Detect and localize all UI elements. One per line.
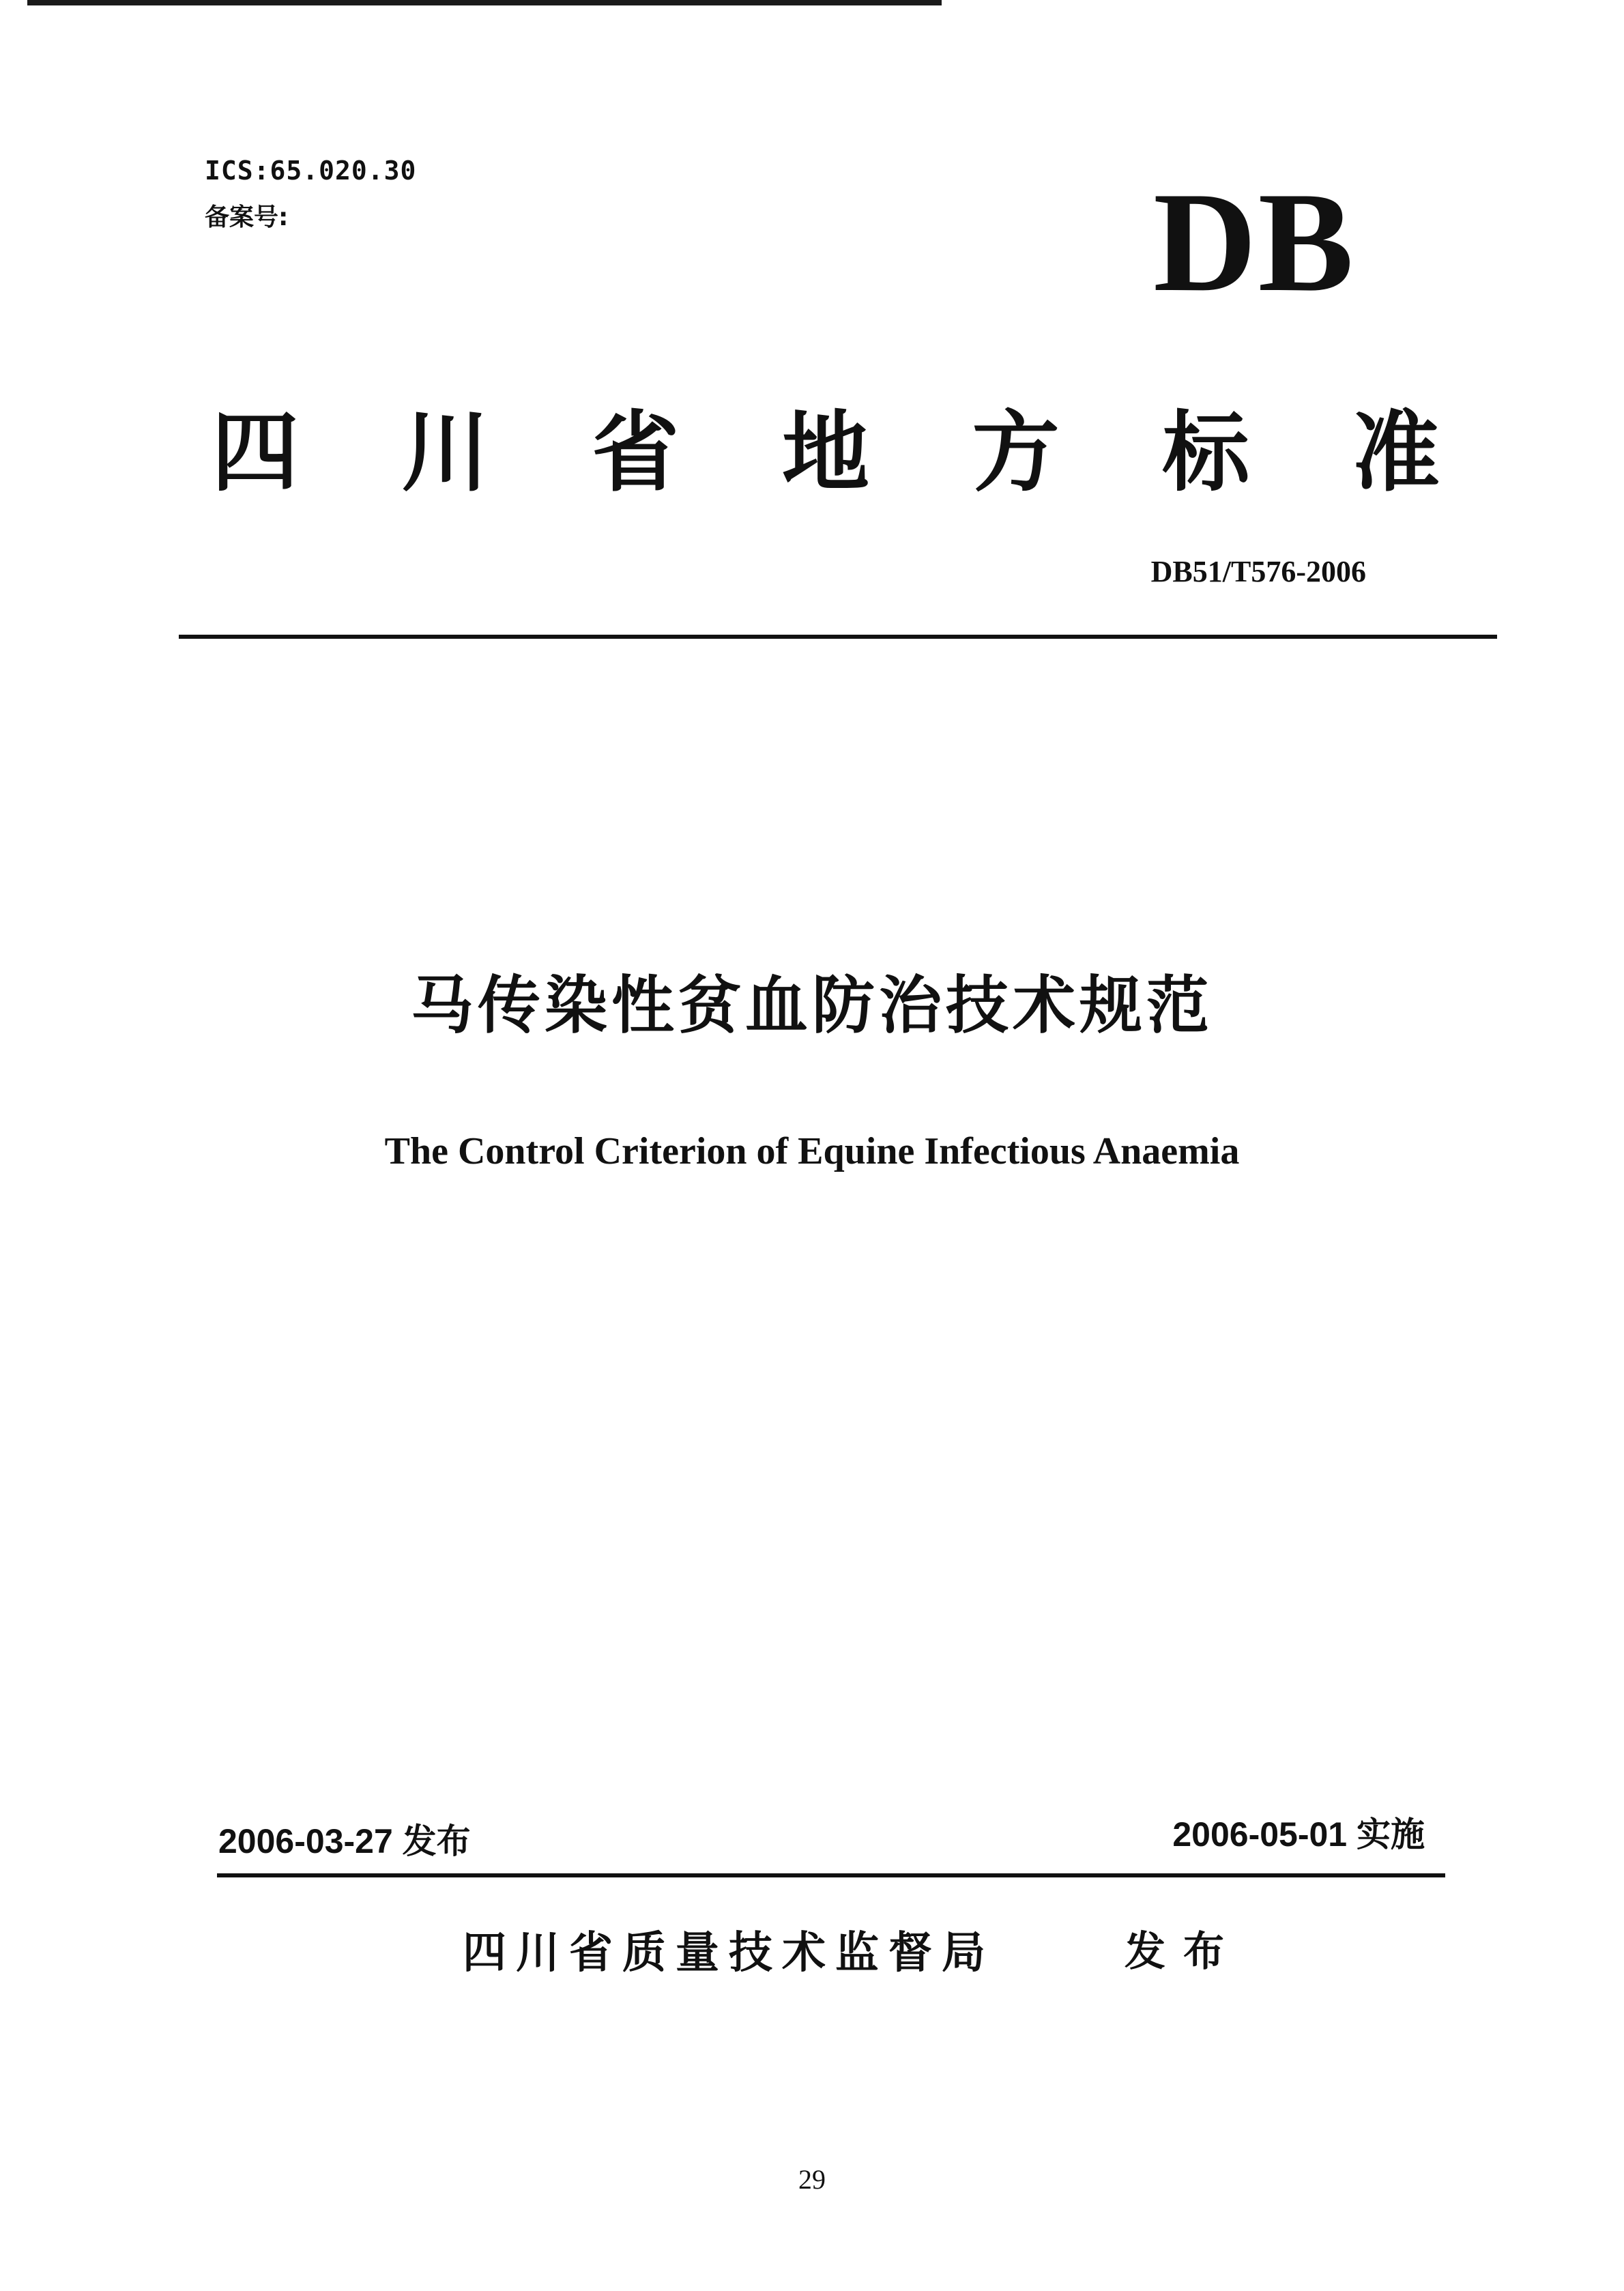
standard-category-char: 四 (212, 402, 300, 504)
footer-divider (217, 1873, 1445, 1877)
page-number: 29 (798, 2164, 826, 2195)
document-title-english: The Control Criterion of Equine Infectious Anaemia (384, 1130, 1240, 1172)
header-divider (179, 635, 1497, 639)
issuing-authority: 四川省质量技术监督局 (463, 1928, 995, 1978)
issuing-action: 发布 (1125, 1928, 1242, 1976)
standard-category-char: 标 (1162, 402, 1250, 504)
standard-category-char: 准 (1352, 402, 1440, 504)
standard-category-title (212, 402, 1440, 504)
document-title-chinese: 马传染性贫血防治技术规范 (410, 969, 1213, 1042)
standard-category-char: 地 (781, 402, 869, 504)
implementation-date: 2006-05-01 实施 (1172, 1815, 1425, 1854)
standard-category-char: 川 (401, 402, 489, 504)
filing-number-label: 备案号: (205, 203, 289, 231)
db-logo: DB (1153, 163, 1355, 321)
standard-code: DB51/T576-2006 (1150, 555, 1366, 588)
standard-category-char: 方 (972, 402, 1060, 504)
scan-edge-mark (27, 0, 942, 5)
standard-category-char: 省 (592, 402, 680, 504)
ics-code: ICS:65.020.30 (205, 156, 417, 186)
publication-date: 2006-03-27 发布 (218, 1822, 471, 1860)
